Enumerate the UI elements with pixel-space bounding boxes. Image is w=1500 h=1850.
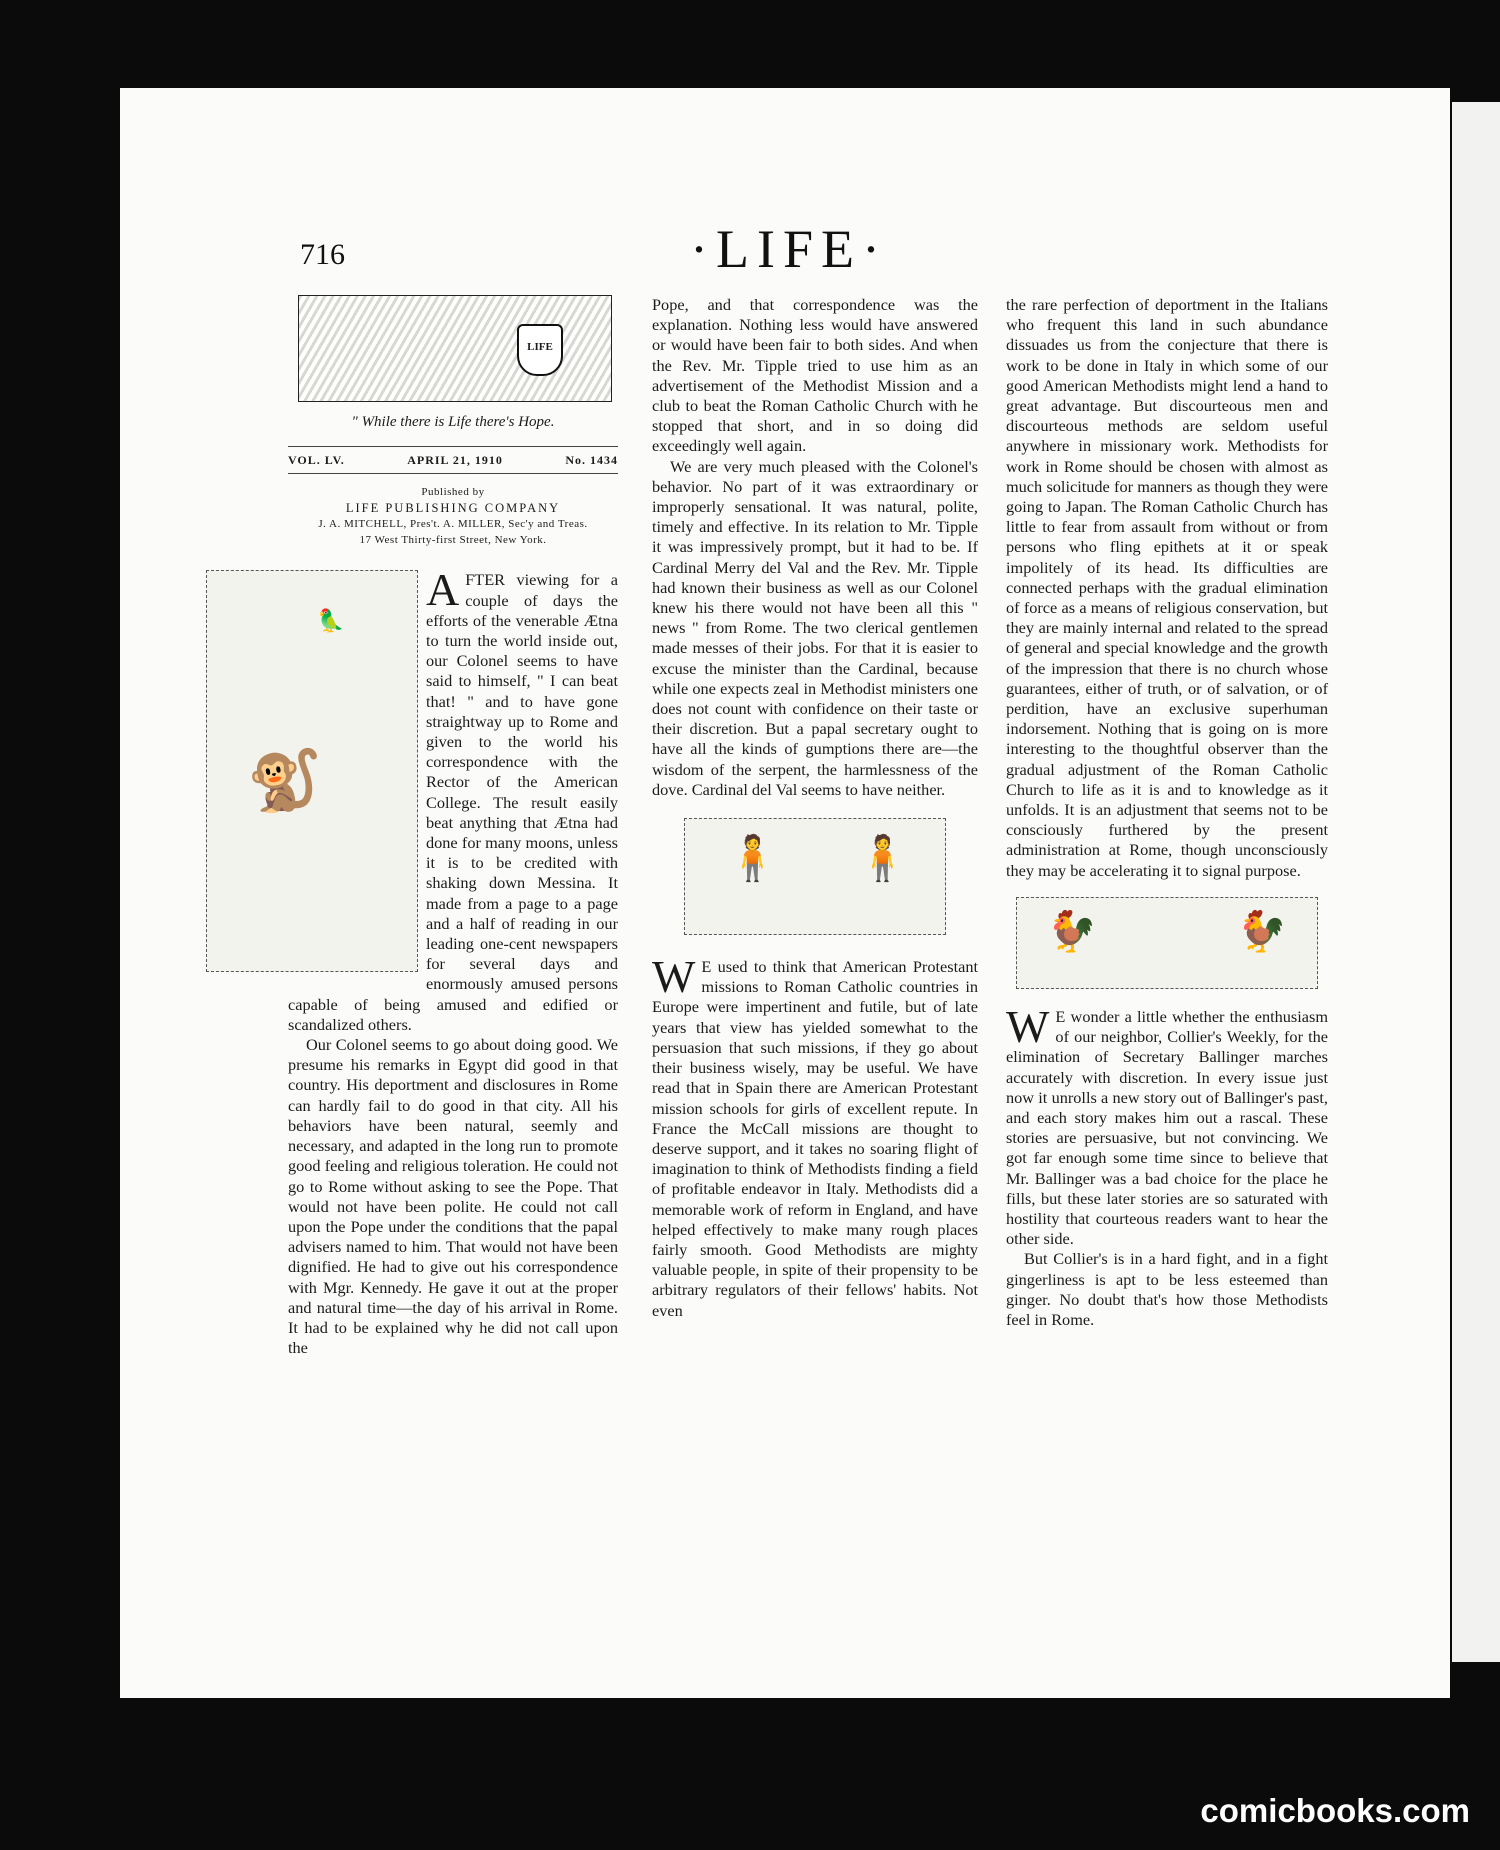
published-by: Published by: [421, 486, 485, 499]
publisher-address: 17 West Thirty-first Street, New York.: [359, 534, 547, 547]
paragraph: AFTER viewing for a couple of days the efforts of the venerable Ætna to turn the world inside out, our Colonel seems to have said to himself, " I can beat that! " and to have gone straightway up to Rome and given to the world his correspondence with the Rector of the American College. The result easily beat anything that Ætna had done for many moons, unless it is to be credited with shaking down Messina. It made from a page to a page and a half of reading in our leading one-cent newspapers for several days and enormously amused persons capable of being amused and edified or scandalized others.: [288, 564, 618, 1034]
page-number: 716: [300, 238, 345, 271]
paragraph: Our Colonel seems to go about doing good. We presume his remarks in Egypt did good in that country. His deportment and disclosures in Rome can hardly fail to do good in that city. All his behaviors have been natural, seemly and necessary, and adapted in the long run to promote good feeling and religious toleration. He could not go to Rome without asking to see the Pope. That would not have been polite. He could not call upon the Pope under the conditions that the papal advisers named to him. That would not have been dignified. He had to give out his correspondence with Mgr. Kennedy. He gave it out at the proper and natural time—the day of his arrival in Rome. It had to be explained why he did not call upon the: [288, 1035, 618, 1358]
motto: " While there is Life there's Hope.: [351, 414, 555, 430]
volume: VOL. LV.: [288, 453, 345, 468]
paragraph: But Collier's is in a hard fight, and in a fight gingerliness is apt to be less esteemed than ginger. No doubt that's how those Methodists feel in Rome.: [1006, 1249, 1328, 1329]
paragraph: We are very much pleased with the Colonel's behavior. No part of it was extraordinary or improperly sensational. It was natural, polite, timely and effective. In its relation to Mr. Tipple it was impressively prompt, but it had to be. If Cardinal Merry del Val and the Rev. Mr. Tipple had known their business as well as our Colonel knew his there would not have been all this " news " from Rome. The two clerical gentlemen made messes of their jobs. For that it is easier to excuse the minister than the Cardinal, because while one expects zeal in Methodist ministers one does not count with confidence on their taste or their discretion. But a papal secretary ought to have all the kinds of gumptions there are—the wisdom of the serpent, the harmlessness of the dove. Cardinal del Val seems to have neither.: [652, 456, 978, 799]
life-shield-icon: LIFE: [517, 324, 563, 376]
parrot-icon: 🦜: [317, 608, 345, 634]
monkey-parrot-illustration: [206, 570, 418, 972]
masthead-illustration: [298, 295, 612, 402]
issue-date: APRIL 21, 1910: [407, 453, 503, 468]
paragraph: W E wonder a little whether the enthusiasm of our neighbor, Collier's Weekly, for the elimination of Secretary Ballinger marches accurately with discretion. In every issue just now it unrolls a new story out of Ballinger's past, and each story makes him out a rascal. These stories are persuasive, but not convincing. We got far enough some time since to believe that Mr. Ballinger was a bad choice for the place he fills, but these later stories are so saturated with hostility that courteous readers want to hear the other side.: [1006, 1000, 1328, 1249]
rooster-icon: 🐓: [1237, 908, 1287, 954]
clergymen-illustration: [684, 818, 946, 935]
drop-cap: W: [652, 951, 696, 1003]
rooster-icon: 🐓: [1047, 908, 1097, 954]
column-2: [652, 295, 978, 1321]
monkey-icon: 🐒: [247, 748, 322, 815]
issue-number: No. 1434: [565, 453, 618, 468]
paragraph: the rare perfection of deportment in the Italians who frequent this land in such abundance dissuades us from the conjecture that there is work to be done in Italy in which some of our good American Methodists might lend a hand to great advantage. But discourteous men and discourteous methods are seldom useful anywhere in missionary work. Methodists for work in Rome should be chosen with almost as much solicitude for manners as though they were going to Japan. The Roman Catholic Church has little to fear from assault from without or from persons who fling epithets at it or speak impolitely of its head. Its difficulties are connected perhaps with the gradual elimination of force as a means of religious conservation, but they are mainly internal and related to the spread of general and special knowledge and the growth of the impression that there is no church whose guarantees, either of truth, or of salvation, or of perdition, have an exclusive superhuman indorsement. Nothing that is going on is more interesting to the thoughtful observer than the gradual adjustment of the Roman Catholic Church to life as it is and to knowledge as it unfolds. It is an adjustment that seems not to be consciously furthered by the present administration at Rome, though unconsciously they may be accelerating it to signal purpose.: [1006, 295, 1328, 880]
man-icon: 🧍: [725, 834, 780, 884]
watermark: comicbooks.com: [1200, 1792, 1470, 1829]
magazine-title: ·LIFE·: [690, 219, 888, 279]
man-icon: 🧍: [855, 834, 910, 884]
paragraph: W E used to think that American Protestant missions to Roman Catholic countries in Europe were impertinent and futile, but of late years that view has yielded somewhat to the persuasion that such missions, if they go about their business wisely, may be useful. We have read that in Spain there are American Protestant mission schools for girls of excellent repute. In France the McCall missions are thought to deserve support, and it takes no soaring flight of imagination to think of Methodists finding a field of profitable endeavor in Italy. Methodists did a memorable work of reform in England, and have helped effectively to make many rough places fairly smooth. Good Methodists are mighty valuable people, in spite of their propensity to be arbitrary regulators of their fellows' habits. Not even: [652, 951, 978, 1320]
column-1: [247, 295, 618, 1358]
publisher-officers: J. A. MITCHELL, Pres't. A. MILLER, Sec'y and Treas.: [318, 518, 588, 531]
paragraph: Pope, and that correspondence was the explanation. Nothing less would have answered or would have been fair to both sides. And when the Rev. Mr. Tipple tried to use him as an advertisement of the Methodist Mission and a club to beat the Roman Catholic Church with he stopped that short, and in so doing did exceedingly well again.: [652, 295, 978, 456]
drop-cap: A: [426, 564, 460, 616]
publisher-block: [288, 484, 618, 548]
publisher-name: LIFE PUBLISHING COMPANY: [345, 501, 561, 516]
next-page-edge: [1452, 102, 1500, 1662]
volume-line: [288, 446, 618, 474]
fighting-birds-illustration: [1016, 897, 1318, 989]
drop-cap: W: [1006, 1000, 1050, 1052]
column-3: [1006, 295, 1328, 1330]
